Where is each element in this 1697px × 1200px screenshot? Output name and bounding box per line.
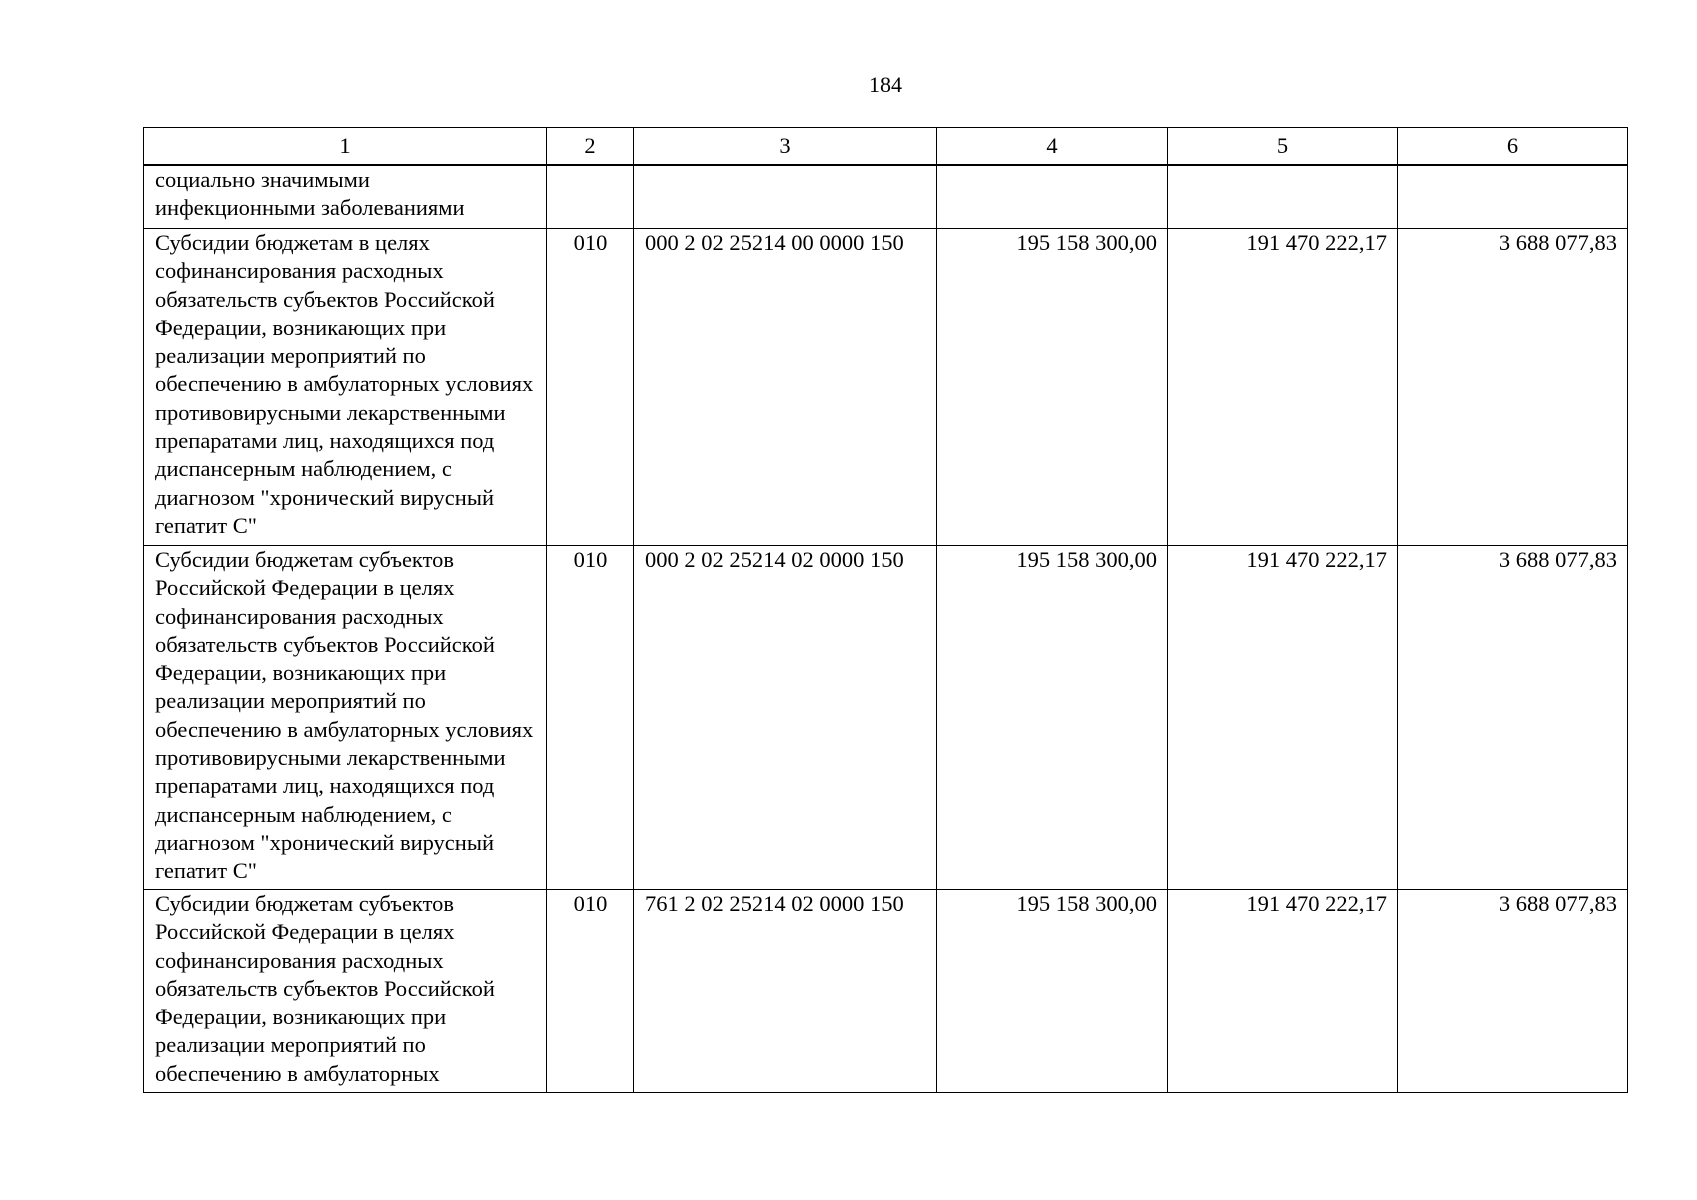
- column-header-5: 5: [1168, 128, 1398, 166]
- approved-amount-cell: 195 158 300,00: [937, 890, 1168, 1093]
- line-code-cell: [547, 165, 634, 229]
- column-header-1: 1: [144, 128, 547, 166]
- unexecuted-amount-cell: 3 688 077,83: [1398, 546, 1628, 890]
- page-number: 184: [869, 72, 902, 97]
- line-code-cell: 010: [547, 229, 634, 546]
- unexecuted-amount-cell: 3 688 077,83: [1398, 229, 1628, 546]
- table-row: [144, 890, 1628, 1093]
- approved-amount-cell: 195 158 300,00: [937, 546, 1168, 890]
- budget-code-cell: 000 2 02 25214 00 0000 150: [634, 229, 937, 546]
- income-name-cell: Субсидии бюджетам в целях софинансирования расходных обязательств субъектов Российской Федерации, возникающих при реализации мероприятий по обеспечению в амбулаторных условиях противовирусными лекарственными препаратами лиц, находящихся под диспансерным наблюдением, с диагнозом "хронический вирусный гепатит С": [144, 229, 547, 546]
- line-code-cell: 010: [547, 546, 634, 890]
- executed-amount-cell: 191 470 222,17: [1168, 890, 1398, 1093]
- column-header-4: 4: [937, 128, 1168, 166]
- column-header-2: 2: [547, 128, 634, 166]
- executed-amount-cell: 191 470 222,17: [1168, 229, 1398, 546]
- income-name-line-1: социально значимыми: [155, 167, 370, 192]
- column-header-6: 6: [1398, 128, 1628, 166]
- unexecuted-amount-cell: 3 688 077,83: [1398, 890, 1628, 1093]
- column-number-header-row: [144, 128, 1628, 166]
- budget-code-cell: 000 2 02 25214 02 0000 150: [634, 546, 937, 890]
- approved-amount-cell: 195 158 300,00: [937, 229, 1168, 546]
- table-row: [144, 229, 1628, 546]
- table-row: [144, 546, 1628, 890]
- line-code-cell: 010: [547, 890, 634, 1093]
- approved-amount-cell: [937, 165, 1168, 229]
- income-name-cell: Субсидии бюджетам субъектов Российской Федерации в целях софинансирования расходных обязательств субъектов Российской Федерации, возникающих при реализации мероприятий по обеспечению в амбулаторных условиях противовирусными лекарственными препаратами лиц, находящихся под диспансерным наблюдением, с диагнозом "хронический вирусный гепатит С": [144, 546, 547, 890]
- budget-code-cell: 761 2 02 25214 02 0000 150: [634, 890, 937, 1093]
- column-header-3: 3: [634, 128, 937, 166]
- table-row: [144, 165, 1628, 229]
- income-name-cell: [144, 165, 547, 229]
- budget-code-cell: [634, 165, 937, 229]
- income-name-cell: Субсидии бюджетам субъектов Российской Федерации в целях софинансирования расходных обязательств субъектов Российской Федерации, возникающих при реализации мероприятий по обеспечению в амбулаторных: [144, 890, 547, 1093]
- unexecuted-amount-cell: [1398, 165, 1628, 229]
- budget-execution-table: [143, 127, 1628, 1093]
- executed-amount-cell: 191 470 222,17: [1168, 546, 1398, 890]
- executed-amount-cell: [1168, 165, 1398, 229]
- income-name-line-2: инфекционными заболеваниями: [155, 195, 465, 221]
